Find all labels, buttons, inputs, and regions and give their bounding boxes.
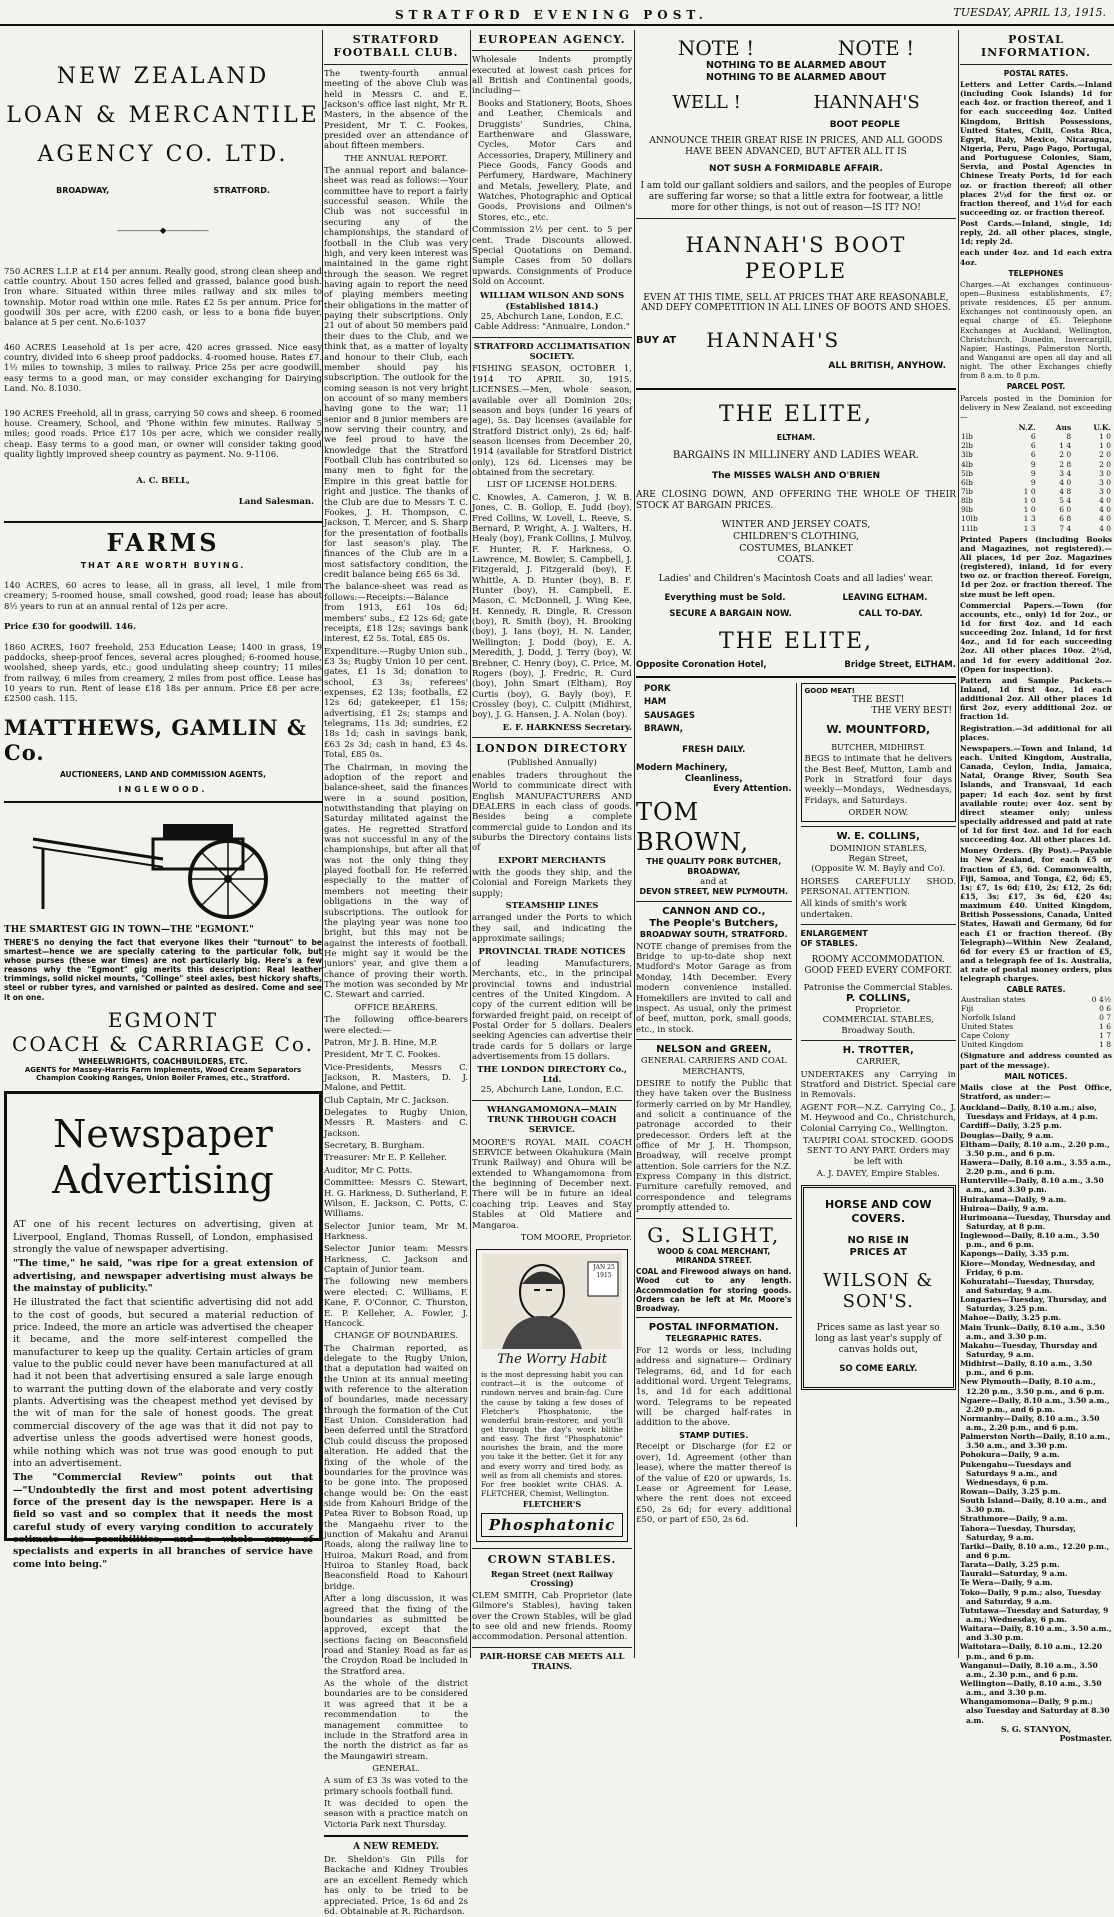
carrier: CARRIER,: [856, 1057, 901, 1068]
tom-brown-sub: THE QUALITY PORK BUTCHER, BROADWAY,: [646, 857, 782, 876]
mail-item: Pukengahu—Tuesdays and Saturdays 9 a.m., and Wednesdays, 6 p.m.: [960, 1459, 1072, 1487]
mgc-title: MATTHEWS, GAMLIN & Co.: [4, 714, 307, 766]
telephones: TELEPHONES: [1008, 268, 1064, 278]
worry-brand: FLETCHER'S: [522, 1499, 582, 1510]
horses-shod: HORSES CAREFULLY SHOD. PERSONAL ATTENTION.: [800, 876, 956, 898]
mail-item: Kapongs—Daily, 3.35 p.m.: [960, 1249, 1070, 1259]
no-rise: NO RISE IN PRICES AT: [847, 1235, 909, 1259]
paragraph: Club Captain, Mr C. Jackson.: [324, 1095, 450, 1106]
wilson-covers-advert: [801, 1185, 957, 1389]
ham: HAM: [644, 697, 667, 708]
table-row: 7lb 1 0 4 8 3 0: [961, 487, 1111, 496]
paragraph: It was decided to open the season with a practice match on Victoria Park next Thursday.: [324, 1799, 468, 1830]
wilson: WILSON & SON'S.: [823, 1269, 934, 1313]
mail-item: Strathmore—Daily, 9 a.m.: [960, 1514, 1068, 1524]
ld-subtitle: (Published Annually): [507, 758, 597, 769]
regan-street: Regan Street,: [848, 853, 909, 864]
parcel-table: N.Z. Aus U.K. 1lb 6 8 1 0 2lb 6 1 4 1 0 3lb 6 2 0 2 0 4lb 9 2 8 2 0 5lb 9 3 4 3 0 6lb 9 4 0 3 0 7lb 1 0 4 8 3 0 8lb 1 0 5 4 4 0 9lb 1 0 6 0 4 0 10lb 1 3 6 8 4 0 11lb 1 3 7 4 4 0: [961, 423, 1111, 533]
elite-bargains: BARGAINS IN MILLINERY AND LADIES WEAR.: [672, 450, 920, 462]
elite-eltham: ELTHAM.: [776, 432, 816, 442]
ld-firm: THE LONDON DIRECTORY Co., Ltd.: [477, 1064, 627, 1085]
all-british: ALL BRITISH, ANYHOW.: [828, 360, 946, 371]
egmont-trade: WHEELWRIGHTS, COACHBUILDERS, ETC.: [78, 1056, 248, 1066]
postmaster-role: Postmaster.: [1059, 1733, 1112, 1744]
paragraph: The balance-sheet was read as follows:—Receipts:—Balance from 1913, £61 10s 6d; members' subs., £2 12s 6d; gate receipts, £18 12s; savings bank interest, £2 5s. Total, £85 0s.: [324, 582, 468, 645]
ld-steamship-text: arranged under the Ports to which they sail, and indicating the approximate sailings;: [472, 913, 632, 945]
whangamomona-title: WHANGAMOMONA—MAIN TRUNK THROUGH COACH SERVICE.: [486, 1104, 618, 1136]
mail-item: Main Trunk—Daily, 8.10 a.m., 3.50 a.m., and 3.30 p.m.: [960, 1322, 1105, 1341]
np-paragraph: "The time," he said, "was ripe for a great extension of advertising, and newspaper advertising must always be the mainstay of publicity.": [13, 1258, 313, 1295]
mountford-butcher: BUTCHER, MIDHIRST.: [831, 742, 926, 752]
nz-loan-advert: [4, 64, 322, 507]
table-row: 6lb 9 4 0 3 0: [961, 477, 1111, 487]
gig-headline: THE SMARTEST GIG IN TOWN—THE "EGMONT.": [4, 924, 254, 935]
trotter-text: UNDERTAKES any Carrying in Stratford and District. Special care in Removals.: [800, 1069, 956, 1101]
gig-text: THERE'S no denying the fact that everyone likes their "turnout" to be smartest—hence we are specially catering to the particular folk, but whose purses (these war times) are not particularly big. Here's a few reasons why the "Egmont" gig merits this description: Real leather trimmings, solid nickel mounts, "Collinge" steel axles, best hickory shafts, steel or rubber tyres, and varnished or painted as desired. Come and see it on one.: [4, 937, 322, 1002]
nz-address-left: BROADWAY,: [56, 186, 110, 196]
p-collins: P. COLLINS,: [846, 992, 911, 1004]
paragraph: The annual report and balance-sheet was read as follows:—Your committee have to report a fairly successful season. While the Club was not successful in securing any of the championships, the standard of football in the Club was very high, and very keen interest was maintained in the game right through the season. We regret having again to report the need of playing members meeting their obligations in the matter of paying their subscriptions. Only 21 out of about 50 members paid their dues to the Club, and we think that, as a matter of loyalty and honour to their Club, each member should pay his subscription. The outlook for the coming season is not very bright on account of so many members having gone to the war; 11 senior and 8 junior members are now serving their country, and we feel proud to have the knowledge that the Stratford Football Club has contributed so many men to fight for the Empire in this great battle for right and justice. The thanks of the Club are due to Messrs T. C. Fookes, J. H. Thompson, C. Jackson, T. Mercer, and S. Sharp for the presentation of footballs for last season's play. The finances of the Club are in a most satisfactory condition, the credit balance being £65 6s 3d.: [324, 166, 468, 581]
note-right: NOTE !: [837, 36, 915, 60]
slight: G. SLIGHT,: [647, 1222, 781, 1247]
european-agency-title: EUROPEAN AGENCY.: [478, 33, 626, 46]
elite-bridge: Bridge Street, ELTHAM.: [844, 660, 956, 671]
whangamomona-signature: TOM MOORE, Proprietor.: [520, 1232, 632, 1243]
whangamomona-text: MOORE'S ROYAL MAIL COACH SERVICE between Okahukura (Main Trunk Railway) and Ohura will be extended to Whangamomona from the beginning of December next. There will be in future an ideal coaching trip. Leaves and Stay Stables at Old Matiere and Mangaroa.: [472, 1137, 632, 1231]
mail-item: Waitotara—Daily, 8.10 a.m., 12.20 p.m., and 6 p.m.: [960, 1642, 1103, 1661]
mail-item: Hawera—Daily, 8.10 a.m., 3.55 a.m., 2.20 p.m., and 6 p.m.: [960, 1157, 1112, 1177]
mail-item: Douglas—Daily, 9 a.m.: [960, 1130, 1054, 1140]
accl-title: STRATFORD ACCLIMATISATION SOCIETY.: [473, 341, 631, 363]
come-early: SO COME EARLY.: [839, 1364, 918, 1375]
enlargement: ENLARGEMENT OF STABLES.: [800, 929, 868, 948]
hannahs-boot-people: HANNAH'S BOOT PEOPLE: [685, 233, 907, 283]
boot-people: BOOT PEOPLE: [829, 119, 900, 130]
pork: PORK: [644, 683, 671, 694]
mail-list: [960, 1103, 1112, 1725]
farms-title: FARMS: [106, 528, 220, 558]
crown-footer: PAIR-HORSE CAB MEETS ALL TRAINS.: [479, 1651, 625, 1673]
every-attention: Every Attention.: [713, 784, 792, 795]
table-row: 1lb 6 8 1 0: [961, 432, 1111, 442]
elite-macs: Ladies' and Children's Macintosh Coats and all ladies' wear.: [658, 573, 934, 584]
nelson-sub: GENERAL CARRIERS AND COAL MERCHANTS,: [640, 1056, 787, 1077]
not-such: NOT SUSH A FORMIDABLE AFFAIR.: [709, 164, 883, 175]
column-4: [636, 30, 956, 1658]
ld-provincial: PROVINCIAL TRADE NOTICES: [478, 946, 626, 957]
mail-notices: MAIL NOTICES.: [1004, 1071, 1068, 1081]
table-row: Norfolk Island 0 7: [961, 1012, 1111, 1022]
egmont-name: EGMONT: [107, 1007, 219, 1032]
horse-cow: HORSE AND COW COVERS.: [824, 1198, 932, 1225]
mail-item: Tututawa—Tuesday and Saturday, 9 a.m.; Wednesday, 6 p.m.: [960, 1605, 1109, 1625]
elite-winter: WINTER AND JERSEY COATS, CHILDREN'S CLOTHING, COSTUMES, BLANKET COATS.: [721, 519, 871, 566]
worry-title: The Worry Habit: [497, 1352, 607, 1368]
crown-title: CROWN STABLES.: [487, 1553, 617, 1567]
the-best: THE BEST!: [852, 695, 905, 706]
nothing-line1: NOTHING TO BE ALARMED ABOUT: [705, 60, 887, 72]
roomy: ROOMY ACCOMMODATION. GOOD FEED EVERY COMFORT.: [804, 954, 953, 976]
subhead: CHANGE OF BOUNDARIES.: [334, 1331, 458, 1342]
mountford-advert: [801, 683, 957, 823]
mail-item: Huiroa—Daily, 9 a.m.: [960, 1203, 1049, 1213]
paragraph: Selector Junior team, Mr M. Harkness.: [324, 1221, 468, 1242]
postal-info-advert: [636, 1322, 792, 1525]
mail-item: Hunterville—Daily, 8.10 a.m., 3.50 a.m., and 3.30 p.m.: [960, 1176, 1104, 1195]
worry-text: is the most depressing habit you can contract—it is the outcome of rundown nerves and brain-fag. Cure the cause by taking a few doses of Fletcher's Phosphatonic, the wonderful brain-restorer, and you'll get through the day's work blithe and easy. The first "Phosphatonic" nourishes the brain, and the more you take it the better. Get it for any and every worry and tired body, as well as from all chemists and stores. For free booklet write CHAS. A. FLETCHER, Chemist, Wellington.: [481, 1370, 623, 1498]
mail-item: Auckland—Daily, 8.10 a.m.; also, Tuesdays and Fridays, at 4 p.m.: [960, 1103, 1098, 1122]
mail-item: Kiore—Monday, Wednesday, and Friday, 6 p.m.: [960, 1258, 1096, 1277]
table-row: United Kingdom 1 8: [961, 1040, 1111, 1050]
mail-item: Tarata—Daily, 3.25 p.m.: [960, 1560, 1060, 1570]
table-row: 2lb 6 1 4 1 0: [961, 441, 1111, 451]
elite-misses: The MISSES WALSH AND O'BRIEN: [711, 470, 881, 481]
mountford-text: BEGS to intimate that he delivers the Best Beef, Mutton, Lamb and Pork in Stratford four days weekly—Mondays, Wednesdays, Fridays, and Saturdays.: [804, 754, 952, 806]
mail-item: Wanganui—Daily, 8.10 a.m., 3.50 a.m., 2.30 p.m., and 6 p.m.: [960, 1660, 1098, 1679]
table-row: Cape Colony 1 7: [961, 1031, 1111, 1041]
football-title: STRATFORD FOOTBALL CLUB.: [333, 33, 459, 60]
registration: Registration.—3d additional for all places.: [960, 723, 1112, 742]
agency-terms: Commission 2½ per cent. to 5 per cent. Trade Discounts allowed. Special Quotations on Demand. Sample Cases from 50 dollars upwards. Consignments of Produce Sold on Account.: [472, 225, 632, 287]
collins-advert: [801, 831, 957, 1036]
column-rule: [322, 30, 323, 1658]
ld-provincial-text: of leading Manufacturers, Merchants, etc., in the principal provincial towns and industrial centres of the United Kingdom. A copy of the current edition will be forwarded freight paid, on receipt of Postal Order for 5 dollars. Dealers seeking Agencies can advertise their trade cards for 5 dollars or large advertisements from 15 dollars.: [472, 958, 632, 1063]
ornament-divider: ―――――◆―――――: [117, 226, 209, 237]
taupiri: TAUPIRI COAL STOCKED. GOODS SENT TO ANY PART. Orders may be left with: [802, 1135, 954, 1167]
crown-subtitle: Regan Street (next Railway Crossing): [490, 1568, 614, 1589]
trotter-advert: [801, 1045, 957, 1179]
mail-item: Makahu—Tuesday, Thursday and Saturday, 9 a.m.: [960, 1340, 1098, 1359]
paragraph: The Chairman reported, as delegate to the Rugby Union, that a deputation had waited on the Union at its annual meeting with reference to the alteration of boundaries, made necessary through the formation of the Cut East Union. Consideration had been deferred until the Stratford Club could discuss the proposed alteration. He added that the fixing of the whole of the boundaries for the province was to be gone into. The proposed change would be: On the east side from Kahouri Bridge of the Patea River to Bobson Road, up the Mangaehu river to the junction of Makahu and Aranui Roads, along the railway line to Huiroa, Makuri Road, and from Huiroa to Stanley Road, back Beaconsfield Road to Kahouri bridge.: [324, 1343, 468, 1592]
tom-brown: TOM BROWN,: [636, 798, 750, 856]
elite-opp: Opposite Coronation Hotel,: [636, 660, 767, 671]
trotter: H. TROTTER,: [842, 1045, 914, 1057]
listing: 460 ACRES Leasehold at 1s per acre, 420 acres grassed. Nice easy country, divided into 6 sheep proof paddocks. 4-roomed house. Rates £7. 1½ miles to township, 3 miles to railway. Price 25s per acre goodwill, easy terms to a good man, or may consider exchanging for Dairying Land. No. 8.1030.: [4, 342, 322, 395]
table-row: 10lb 1 3 6 8 4 0: [961, 514, 1111, 524]
listing: 1860 ACRES, 1607 freehold, 253 Education Lease; 1400 in grass, 19 paddocks, sheep-proof fences, several acres ploughed; 6-roomed house, woolshed, sheep yards, etc.; good undulating sheep country; 11 miles from railway, 6 miles from creamery, 2 miles from post office. Lease has 10 years to run. Rent of lease £18 18s per annum. Price £8 per acre. £2500 cash. 115.: [4, 642, 322, 705]
table-row: 3lb 6 2 0 2 0: [961, 450, 1111, 460]
tom-brown-and: and at: [700, 876, 728, 887]
telephones-text: Charges.—At exchanges continuous-open—Business establishments, £7; private residences, £5 per annum. Exchanges not continuously open, an equal charge of £5. Telephone Exchanges at Auckland, Wellington, Christchurch, Dunedin, Invercargill, Napier, Hastings, Palmerston North, and Wanganui are open all day and all night. The other Exchanges chiefly from 8 a.m. to 8 p.m.: [960, 279, 1112, 381]
commercial-papers: Commercial Papers.—Town (for accounts, etc., only) 1d for 2oz., or 1d for first 4oz. and 1d each succeeding 2oz. Inland, 1d for first 4oz., and 1d for each succeeding 2oz. All other places 10oz. 2½d, and 1d for every additional 2oz. (Open for inspection).: [960, 600, 1112, 674]
post-cards: Post Cards.—Inland, single, 1d; reply, 2d. all other places, single, 1d; reply 2d.: [960, 219, 1112, 247]
printed-papers: Printed Papers (including Books and Magazines, not registered).—All places, 1d per 2oz. Magazines (registered), inland, 1d for every two oz. or fraction thereof. Foreign, 1d per 2oz. or fraction thereof. The size must be left open.: [960, 534, 1112, 599]
elite-sold: Everything must be Sold.: [664, 592, 786, 603]
money-orders: Money Orders. (By Post).—Payable in New Zealand, for each £5 or fraction of £5, 6d. Commonwealth, Fiji, Samoa, and Tonga, £2, 6d; £5, 1s; £7, 1s 6d; £10, 2s; £12, 2s 6d; £15, 3s; £17, 3s 6d, £20 4s; maximum £40. United Kingdom, British Possessions, Canada, United States, Hawaii and Germany, 6d for each £1 or fraction thereof. (By Telegraph)—Within New Zealand, 6d for every £5 or fraction of £5, and a telegraph fee of 1s. Australia, at rate of postal money orders, plus telegraph charges.: [960, 846, 1112, 984]
elite-advert: [636, 402, 956, 671]
paragraph: President, Mr T. C. Fookes.: [324, 1050, 441, 1061]
mail-item: Waitara—Daily, 8.10 a.m., 3.50 a.m., and 3.30 p.m.: [960, 1624, 1112, 1643]
nz-address-right: STRATFORD.: [213, 186, 270, 196]
elite-leaving: LEAVING ELTHAM.: [842, 592, 928, 603]
farms-subtitle: THAT ARE WORTH BUYING.: [80, 561, 246, 571]
cannon-sub: The People's Butchers,: [649, 917, 779, 929]
ld-steamship: STEAMSHIP LINES: [505, 901, 599, 912]
order-now: ORDER NOW.: [848, 808, 909, 819]
mail-item: Te Wera—Daily, 9 a.m.: [960, 1578, 1053, 1588]
modern: Modern Machinery,: [636, 763, 728, 774]
mail-item: Inglewood—Daily, 8.10 a.m., 3.50 p.m., and 6 p.m.: [960, 1231, 1100, 1250]
egmont-advert: [4, 809, 322, 1083]
newspaper-title: STRATFORD EVENING POST.: [395, 8, 708, 22]
prices-same: Prices same as last year so long as last year's supply of canvas holds out,: [815, 1323, 942, 1356]
mail-item: Pohokura—Daily, 9 a.m.: [960, 1450, 1060, 1460]
accl-list: C. Knowles, A. Cameron, J. W. B. Jones, C. B. Gollop, E. Judd (boy), Fred Collins, W. Lovell, L. Reeve, S. Bernard, P. Wright, A. J. Walters, H. Healy (boy), Frank Collins, J. Mulvoy, F. Hunter, R. F. Harkness, O. Lawrence, M. Bowler, S. Campbell, J. Fitzgerald, J. Fitzgerald (boy), F. Whittle, A. D. Hunter (boy), B. F. Hunter (boy), H. Campbell, E. Mason, C. McDonnell, J. Wing Kee, H. Kennedy, R. Dingle, R. Cresson (boy), R. Smith (boy), H. Brooking (boy), J. Ians (boy), H. N. Lander, Wellington; J. Dodd (boy), E. A. Meredith, J. Dodd, J. Terry (boy), W. Brebner, C. Henry (boy), C. Price, M. Rogers (boy), J. Fredric, R. Curd (boy), John Smart (Eltham), Roy Curtis (boy), G. Bayly (boy), F. Crossley (boy), C. Culpitt (Midhirst, boy), J. G. Hansen, J. A. Nolan (boy).: [472, 492, 632, 721]
mail-item: New Plymouth—Daily, 8.10 a.m., 12.20 p.m., 3.50 p.m., and 6 p.m.: [960, 1377, 1105, 1396]
sausages: SAUSAGES: [644, 710, 695, 721]
postal-rates: POSTAL RATES.: [1003, 68, 1069, 78]
cable-note: (Signature and address counted as part of the message).: [960, 1051, 1112, 1070]
postmaster-name: S. G. STANYON,: [1000, 1723, 1072, 1734]
football-article: [324, 69, 468, 1830]
newspaper-advertising-box: [4, 1091, 322, 1570]
mail-item: Hurimoana—Tuesday, Thursday and Saturday, at 8 p.m.: [960, 1212, 1111, 1231]
paragraph: Treasurer: Mr E. P. Kelleher.: [324, 1153, 447, 1164]
table-row: Australian states 0 4½: [961, 994, 1111, 1004]
ld-export-text: with the goods they ship, and the Colonial and Foreign Markets they supply;: [472, 868, 632, 899]
masthead: [0, 0, 1114, 26]
mail-intro: Mails close at the Post Office, Stratford, as under:—: [960, 1082, 1112, 1101]
tom-brown-devon: DEVON STREET, NEW PLYMOUTH.: [639, 886, 789, 896]
pattern-packets: Pattern and Sample Packets.—Inland, 1d first 4oz., 1d each additional 2oz. All other places 1d first 2oz, every additional 2oz. or fraction 1d.: [960, 675, 1112, 722]
patronise: Patronise the Commercial Stables.: [803, 982, 953, 993]
mail-item: Mahoe—Daily, 3.25 p.m.: [960, 1313, 1062, 1323]
cannon-advert: [636, 906, 792, 1035]
cleanliness: Cleanliness,: [684, 773, 743, 784]
mail-item: Normanby—Daily, 8.10 a.m., 3.50 a.m., 2.20 p.m., and 6 p.m.: [960, 1413, 1100, 1433]
mail-item: Tariki—Daily, 8.10 a.m., 12.20 p.m., and 6 p.m.: [960, 1541, 1110, 1561]
stamp-text: Receipt or Discharge (for £2 or over), 1d. Agreement (other than lease), where the matter thereof is of the value of £20 or upwards, 1s. Lease or Agreement for Lease, where the rent does not exceed £50, 2s 6d; for every additional £50, or part of £50, 2s 6d.: [636, 1442, 792, 1525]
mail-item: Cardiff—Daily, 3.25 p.m.: [960, 1121, 1062, 1131]
mail-item: Toko—Daily, 9 p.m.; also, Tuesday and Saturday, 9 a.m.: [960, 1587, 1101, 1606]
paragraph: Expenditure.—Rugby Union sub., £3 3s; Rugby Union 10 per cent. gates, £1 1s 3d; donation to school, £3 3s; referees' expenses, £2 13s; footballs, £2 12s 6d; gatekeeper, £1 15s; advertising, £1 2s; stamps and telegrams, 11s 3d; sundries, £2 18s 1d; cash in savings bank, £63 2s 3d; cash in hand, £3 4s. Total, £85 0s.: [324, 646, 468, 761]
announce: ANNOUNCE THEIR GREAT RISE IN PRICES, AND ALL GOODS HAVE BEEN ADVANCED, BUT AFTER ALL IT IS: [649, 136, 943, 158]
nz-title-line1: NEW ZEALAND: [56, 64, 270, 89]
slight-sub: WOOD & COAL MERCHANT,: [657, 1246, 771, 1256]
post-cards-extra: each under 4oz. and 1d each extra 4oz.: [960, 248, 1112, 267]
np-paragraph: The "Commercial Review" points out that—"Undoubtedly the first and most potent advertising force of the present day is the newspaper. Here is a field so vast and so complex that it needs the most careful study of every varying condition to accurately estimate its possibilities, and a whole army of specialists and experts in all branches of service have come into being.": [13, 1472, 313, 1570]
good-meat: GOOD MEAT!: [804, 686, 855, 695]
nz-title-line3: AGENCY CO. LTD.: [37, 141, 289, 167]
table-row: United States 1 6: [961, 1022, 1111, 1032]
brawn: BRAWN,: [644, 724, 683, 735]
nelson-text: DESIRE to notify the Public that they have taken over the Business formerly carried on by Mr Handley, and solicit a continuance of the patronage accorded to their predecessor. Orders left at the office of Mr J. H. Thompson, Broadway, will receive prompt attention. Sole carriers for the N.Z. Express Company in this district. Furniture carefully removed, and correspondence and telegrams promptly attended to.: [636, 1078, 792, 1214]
subhead: OFFICE BEARERS.: [354, 1002, 438, 1013]
hannahs-final: HANNAH'S: [706, 328, 841, 353]
mail-item: Longaries—Tuesday, Thursday, and Saturday, 3.25 p.m.: [960, 1295, 1107, 1314]
trotter-agent: AGENT FOR—N.Z. Carrying Co., J. M. Heywood and Co., Christchurch, Colonial Carrying Co., Wellington.: [800, 1102, 956, 1134]
calendar-date: JAN 25 1915: [593, 1264, 615, 1279]
mgc-subtitle: AUCTIONEERS, LAND AND COMMISSION AGENTS,: [59, 769, 267, 779]
table-row: 11lb 1 3 7 4 4 0: [961, 523, 1111, 533]
table-row: 8lb 1 0 5 4 4 0: [961, 496, 1111, 506]
mail-item: Ngaere—Daily, 8.10 a.m., 3.50 a.m., 2.20 p.m., and 6 p.m.: [960, 1395, 1110, 1414]
agency-intro: Wholesale Indents promptly executed at lowest cash prices for all British and Continental goods, including—: [472, 55, 632, 97]
dominion-stables: DOMINION STABLES,: [829, 843, 927, 854]
paragraph: Auditor, Mr C. Potts.: [324, 1165, 413, 1176]
np-title-line1: Newspaper: [53, 1111, 273, 1156]
remedy-text: Dr. Sheldon's Gin Pills for Backache and Kidney Troubles are an excellent Remedy which has only to be tried to be appreciated. Price, 1s 6d and 2s 6d. Obtainable at R. Richardson.: [324, 1855, 468, 1917]
even-at: EVEN AT THIS TIME, SELL AT PRICES THAT ARE REASONABLE, AND DEFY COMPETITION IN ALL LINES OF BOOTS AND SHOES.: [641, 292, 951, 314]
np-paragraph: AT one of his recent lectures on advertising, given at Liverpool, England, Thomas Russell, of London, emphasised strongly the value of newspaper advertising.: [13, 1219, 313, 1255]
hannahs: HANNAH'S: [813, 91, 920, 113]
listing-price: Price £30 for goodwill. 146.: [4, 622, 136, 633]
well: WELL !: [672, 91, 741, 113]
paragraph: Patron, Mr J. B. Hine, M.P.: [324, 1037, 438, 1048]
elite-title: THE ELITE,: [719, 401, 873, 427]
ld-export: EXPORT MERCHANTS: [498, 855, 606, 866]
column-1: [4, 30, 322, 1658]
slight-advert: [636, 1223, 792, 1313]
table-row: Fiji 0 6: [961, 1003, 1111, 1013]
column-3: [472, 30, 632, 1673]
cable-rates: CABLE RATES.: [1006, 985, 1066, 995]
accl-signature: E. F. HARKNESS Secretary.: [502, 722, 632, 733]
note-left: NOTE !: [677, 36, 755, 60]
paragraph: The following new members were elected: C. Williams, F. Kane, F. O'Connor, C. Thurston, E. P. Kelleher, A. Fowler, J. Hancock.: [324, 1277, 468, 1329]
cannon: CANNON AND CO.,: [662, 905, 766, 917]
mail-item: Palmerston North—Daily, 8.10 a.m., 3.50 a.m., and 3.30 p.m.: [960, 1432, 1111, 1451]
letters: Letters and Letter Cards.—Inland (including Cook Islands) 1d for each 4oz. or fraction thereof, and 1 for each succeeding 4oz. United Kingdom, British Possessions, United States, Chili, Costa Rica, Egypt, Italy, Mexico, Nicaragua, Nigeria, Peru, Pago Pago, Portugal, and Portuguese Colonies, Siam, Servia, and Postal Agencies in Chinese Treaty Ports, 1d for each oz. or fraction thereof; all other places 2½d for the first oz. or fraction thereof, and 1½d for each succeeding oz. or fraction thereof.: [960, 79, 1112, 217]
egmont-agents: AGENTS for Massey-Harris Farm Implements, Wood Cream Separators Champion Cooking Ranges, Union Boiler Frames, etc., Stratford.: [24, 1065, 302, 1083]
elite-secure: SECURE A BARGAIN NOW.: [669, 609, 792, 620]
table-row: 5lb 9 3 4 3 0: [961, 468, 1111, 478]
london-directory-title: LONDON DIRECTORY: [476, 742, 628, 756]
cannon-text: NOTE change of premises from the Bridge to up-to-date shop next Mudford's Motor Garage as from Monday, 14th December. Every modern convenience installed. Homekillers are invited to call and inspect. As usual, only the primest of beef, mutton, pork, small goods, etc., in stock.: [636, 941, 792, 1035]
broadway-south: Broadway South.: [841, 1025, 916, 1036]
mail-item: Kohuratahi—Tuesday, Thursday, and Saturday, 9 a.m.: [960, 1276, 1095, 1295]
hannahs-advert: [636, 36, 956, 372]
mail-item: Tahora—Tuesday, Thursday, Saturday, 9 a.m.: [960, 1523, 1076, 1542]
pi-tele: TELEGRAPHIC RATES.: [665, 1334, 762, 1344]
table-row: 4lb 9 2 8 2 0: [961, 459, 1111, 469]
farms-advert: [4, 528, 322, 795]
tom-brown-advert: [636, 683, 792, 897]
paragraph: A sum of £3 3s was voted to the primary schools football fund.: [324, 1776, 468, 1797]
nelson-advert: [636, 1044, 792, 1214]
column-rule: [634, 30, 635, 1658]
np-title-line2: Advertising: [52, 1157, 274, 1202]
table-row: 9lb 1 0 6 0 4 0: [961, 505, 1111, 515]
fresh-daily: FRESH DAILY.: [682, 745, 746, 756]
mountford: W. MOUNTFORD,: [826, 723, 931, 737]
stamp-duties: STAMP DUTIES.: [679, 1430, 749, 1440]
mgc-place: INGLEWOOD.: [118, 785, 208, 795]
crown-text: CLEM SMITH, Cab Proprietor (late Gilmore's Stables), having taken over the Crown Stables, will be glad to see old and new friends. Roomy accommodation. Personal attention.: [472, 1591, 632, 1643]
pi-title: POSTAL INFORMATION.: [648, 1321, 779, 1333]
column-2: [324, 30, 468, 1917]
p-collins-role: Proprietor.: [854, 1005, 902, 1016]
paragraph: After a long discussion, it was agreed that the fixing of the boundaries as submitted be approved, except that the sections facing on Beaconsfield road and Stanley Road as far as the Croydon Road be included in the Stratford area.: [324, 1594, 468, 1677]
ld-text: enables traders throughout the World to communicate direct with English MANUFACTURERS AND DEALERS in each class of goods. Besides being a complete commercial guide to London and its suburbs the Directory contains lists of: [472, 770, 632, 854]
buy-at: BUY AT: [636, 334, 677, 346]
gig-illustration-icon: [13, 809, 313, 919]
paragraph: The following office-bearers were elected:—: [324, 1015, 468, 1036]
opposite-bayly: (Opposite W. M. Bayly and Co).: [811, 864, 946, 875]
remedy-headline: A NEW REMEDY.: [353, 1842, 439, 1853]
paragraph: Delegates to Rugby Union, Messrs R. Masters and C. Jackson.: [324, 1108, 468, 1139]
worry-product: Phosphatonic: [481, 1513, 623, 1537]
worry-habit-advert: [476, 1249, 628, 1542]
agency-firm: WILLIAM WILSON AND SONS (Established 1814.): [479, 291, 625, 312]
np-paragraph: He illustrated the fact that scientific advertising did not add to the cost of goods, but secured a material reduction of price. Indeed, the more an article was advertised the cheaper it became, and the more self-interest compelled the manufacturer to keep up the quality. Certain articles of gram value to the public could never have been manufactured at all had it not been that advertising ensured a sale large enough to warrant the putting down of the elaborate and very costly plants. Advertising was the cheapest method yet devised by the wit of man for the sale of honest goods. The great commercial discovery of the age was that it did not pay to advertise unless the goods advertised were honest goods, while nothing which was not true was good enough to put into an advertisement.: [13, 1297, 313, 1469]
subhead: THE ANNUAL REPORT.: [344, 153, 448, 164]
mail-item: Rowan—Daily, 3.25 p.m.: [960, 1487, 1061, 1497]
mail-item: Wellington—Daily, 8.10 a.m., 3.50 a.m., and 3.30 p.m.: [960, 1679, 1102, 1698]
told: I am told our gallant soldiers and sailors, and the peoples of Europe are suffering far worse; so that a little extra for footwear, a little more for other things, is not out of reason—IS IT? NO!: [640, 181, 952, 214]
mail-item: Tauraki—Saturday, 9 a.m.: [960, 1569, 1068, 1579]
nelson: NELSON and GREEN,: [656, 1043, 772, 1055]
mail-item: South Island—Daily, 8.10 a.m., and 3.30 p.m.: [960, 1496, 1107, 1515]
the-very-best: THE VERY BEST!: [871, 706, 952, 717]
elite-title-2: THE ELITE,: [719, 629, 873, 655]
newspapers-rate: Newspapers.—Town and Inland, 1d each. United Kingdom, Australia, Canada, Ceylon, India, Jamaica, Natal, Orange River, South Sea Islands, and Transvaal, 1d each paper; 1d each 4oz. sent by first available route; over 4oz. sent by direct steamer only; unless specially addressed and paid at rate of 1d for first 4oz. and 1d for each succeeding 4oz. All other places 1d.: [960, 743, 1112, 845]
accl-text: FISHING SEASON, OCTOBER 1, 1914 TO APRIL 30, 1915. LICENSES.—Men, whole season, available over all Dominion 20s; season and boys (under 16 years of age), 5s. Day licenses (available for Stratford District only), 2s 6d; half-season licenses from December 20, 1914 (available for Stratford District only), 12s 6d. Licenses may be obtained from the secretary.: [472, 364, 632, 479]
subhead: GENERAL.: [372, 1763, 420, 1774]
ld-address: 25, Abchurch Lane, London, E.C.: [480, 1085, 624, 1096]
listing: 140 ACRES, 60 acres to lease, all in grass, all level, 1 mile from creamery; 5-roomed house, small cowshed, good road; lease has about 8½ years to run at an annual rental of 12s per acre.: [4, 581, 322, 612]
paragraph: The Chairman, in moving the adoption of the report and balance-sheet, said the finances were in a sound position, notwithstanding that playing on Saturday militated against the gates. He regretted Stratford was not successful in any of the championships, but after all that was not the only thing they played football for. He referred especially to the matter of members not meeting their obligations in the way of subscriptions. The outlook for the playing year was none too bright, but this may not be against the interests of football. He might say it would be the juniors' year, and give them a chance of proving their worth. The motion was seconded by Mr C. Stewart and carried.: [324, 762, 468, 1001]
listing: 750 ACRES L.I.P. at £14 per annum. Really good, strong clean sheep and cattle country. About 150 acres felled and grassed, balance good bush. Iron whare. Situated within three miles railway and six miles to township. Motor road within one mile. Rates £2 5s per annum. Price for goodwill 30s per acre, with £200 cash, or less to a bona fide buyer, balance at 5 per cent. No.6-1037: [4, 266, 322, 329]
mail-item: Huirakama—Daily, 9 a.m.: [960, 1194, 1067, 1204]
parcel-text: Parcels posted in the Dominion for delivery in New Zealand, not exceeding—: [960, 393, 1112, 421]
egmont-company: COACH & CARRIAGE Co.: [12, 1032, 314, 1057]
paragraph: Vice-Presidents, Messrs C. Jackson, R. Masters, D. J. Malone, and Pettit.: [324, 1062, 468, 1094]
slight-st: MIRANDA STREET.: [675, 1256, 752, 1266]
column-rule: [470, 30, 471, 1658]
paragraph: Committee: Messrs C. Stewart, H. G. Harkness, D. Sutherland, F. Wilson, E. Jackson, C. Potts, C. Williams.: [324, 1178, 468, 1220]
paragraph: The twenty-fourth annual meeting of the above Club was held in Messrs C. and E. Jackson's office last night, Mr R. Masters, in the absence of the President, Mr T. C. Fookes, presided over an attendance of about fifteen members.: [324, 68, 468, 152]
column-5: [960, 30, 1112, 1744]
davey: A. J. DAVEY, Empire Stables.: [816, 1168, 940, 1179]
agent-role: Land Salesman.: [238, 496, 314, 507]
nothing-line2: NOTHING TO BE ALARMED ABOUT: [705, 71, 887, 83]
commercial-stables: COMMERCIAL STABLES,: [822, 1015, 934, 1026]
elite-call: CALL TO-DAY.: [858, 609, 923, 620]
paragraph: As the whole of the district boundaries are to be considered it was agreed that it be a recommendation to the management committee to include in the Stratford area in the north the district as far as the Maungawiri stream.: [324, 1679, 468, 1762]
cable-table: [960, 995, 1112, 1050]
parcel-post: PARCEL POST.: [1006, 382, 1066, 392]
nz-title-line2: LOAN & MERCANTILE: [6, 102, 320, 128]
accl-list-heading: LIST OF LICENSE HOLDERS.: [486, 480, 618, 491]
agency-address: 25, Abchurch Lane, London, E.C. Cable Address: "Annuaire, London.": [474, 312, 630, 333]
smith-work: All kinds of smith's work undertaken.: [800, 899, 907, 920]
issue-date: TUESDAY, APRIL 13, 1915.: [953, 6, 1106, 19]
pi-text: For 12 words or less, including address and signature— Ordinary Telegrams, 6d, and 1d for each additional word. Urgent Telegrams, 1s, and 1d for each additional word. Telegrams to be repeated will be charged half-rates in addition to the above.: [636, 1345, 792, 1429]
agency-goods: Books and Stationery, Boots, Shoes and Leather, Chemicals and Druggists' Sundries, China, Earthenware and Glassware, Cycles, Motor Cars and Accessories, Drapery, Millinery and Piece Goods, Fancy Goods and Perfumery, Hardware, Machinery and Metals, Jewellery, Plate, and Watches, Photographic and Optical Goods, Provisions and Oilmen's Stores, etc., etc.: [478, 98, 632, 223]
mail-item: Eltham—Daily, 8.10 a.m., 2.20 p.m., 3.50 p.m., and 6 p.m.: [960, 1139, 1110, 1158]
paragraph: Selector Junior team: Messrs Harkness, C. Jackson and Captain of Junior team.: [324, 1244, 468, 1276]
mail-item: Midhirst—Daily, 8.10 a.m., 3.50 p.m., and 6 p.m.: [960, 1359, 1093, 1378]
agent-name: A. C. BELL,: [136, 476, 190, 487]
postal-info-title: POSTAL INFORMATION.: [981, 33, 1091, 60]
paragraph: Secretary, B. Burgham.: [324, 1141, 425, 1152]
slight-text: COAL and Firewood always on hand. Wood cut to any length. Accommodation for storing goods. Orders can be left at Mr. Moore's Broadway.: [636, 1267, 792, 1313]
mail-item: Whangamomona—Daily, 9 p.m.; also Tuesday and Saturday at 8.30 a.m.: [960, 1697, 1110, 1725]
elite-closing: ARE CLOSING DOWN, AND OFFERING THE WHOLE OF THEIR STOCK AT BARGAIN PRICES.: [636, 489, 956, 511]
collins: W. E. COLLINS,: [836, 831, 920, 843]
listing: 190 ACRES Freehold, all in grass, carrying 50 cows and sheep. 6 roomed house. Creamery, School, and 'Phone within few minutes. Railway 5 miles; good roads. Price £17 10s per acre, which we consider really cheap. Easy terms to a good man, or owner will consider taking good quality lightly improved sheep country as payment. No. 9-1106.: [4, 408, 322, 460]
column-rule: [958, 30, 959, 1658]
cannon-addr: BROADWAY SOUTH, STRATFORD.: [639, 929, 788, 939]
